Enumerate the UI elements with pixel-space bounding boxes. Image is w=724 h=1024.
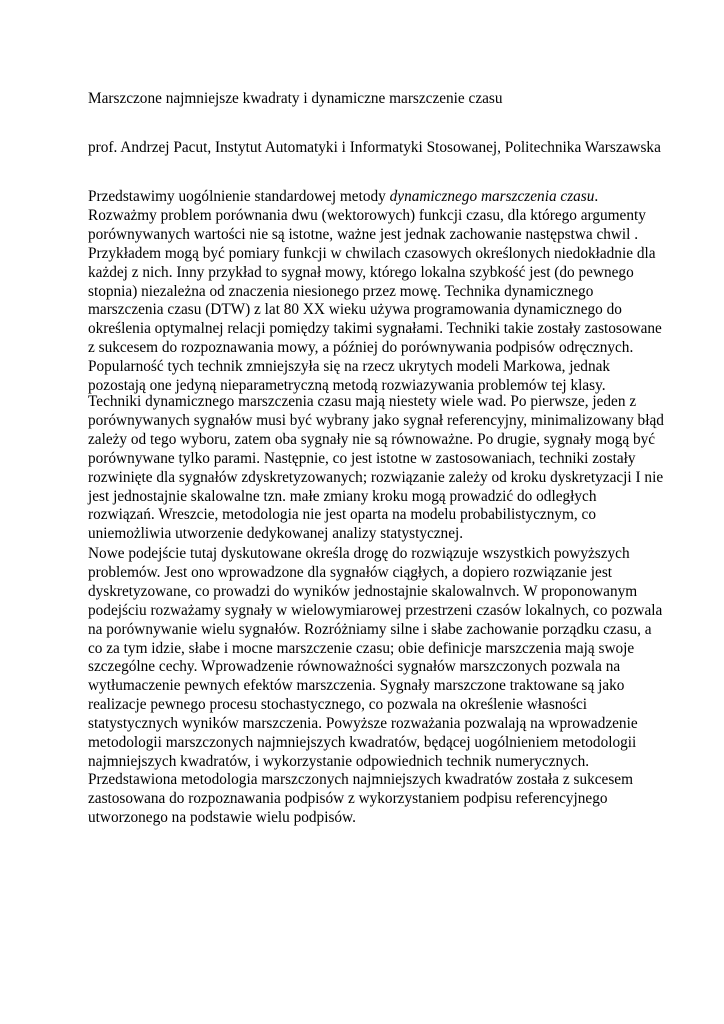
- paragraph-3: [88, 545, 662, 772]
- paragraph-line: porównywanych wartości nie są istotne, ważne jest jednak zachowanie następstwa chwil .: [88, 225, 639, 243]
- paragraph-line: rozwinięte dla sygnałów zdyskretyzowanych; rozwiązanie zależy od kroku dyskretyzacji I nie: [88, 468, 664, 486]
- paragraph-line: co za tym idzie, słabe i mocne marszczenie czasu; obie definicje marszczenia mają swoje: [88, 639, 635, 657]
- paragraph-line: zależy od tego wyboru, zatem oba sygnały nie są równoważne. Po drugie, sygnały mogą być: [88, 430, 656, 448]
- paragraph-line: Przykładem mogą być pomiary funkcji w chwilach czasowych określonych niedokładnie dla: [88, 244, 656, 262]
- paragraph-line: jest jednostajnie skalowalne tzn. małe zmiany kroku mogą prowadzić do odległych: [88, 487, 597, 505]
- emphasized-term: dynamicznego marszczenia czasu: [389, 188, 595, 205]
- paragraph-line: Nowe podejście tutaj dyskutowane określa drogę do rozwiązuje wszystkich powyższych: [88, 545, 630, 562]
- paragraph-line: porównywane tylko parami. Następnie, co jest istotne w zastosowaniach, techniki zostały: [88, 449, 636, 467]
- paragraph-line: Przedstawiona metodologia marszczonych najmniejszych kwadratów została z sukcesem: [88, 771, 633, 788]
- paragraph-line: uniemożliwia utworzenie dedykowanej analizy statystycznej.: [88, 525, 464, 543]
- paragraph-line: pozostają one jedyną nieparametryczną metodą rozwiazywania problemów tej klasy.: [88, 377, 606, 395]
- paragraph-line: określenia optymalnej relacji pomiędzy takimi sygnałami. Techniki takie zostały zastosowane: [88, 320, 662, 338]
- paragraph-line: statystycznych wyników marszczenia. Powyższe rozważania pozwalają na wprowadzenie: [88, 715, 638, 733]
- document-title: Marszczone najmniejsze kwadraty i dynamiczne marszczenie czasu: [88, 90, 503, 107]
- paragraph-line: dyskretyzowane, co prowadzi do wyników jednostajnie skalowalnvch. W proponowanym: [88, 582, 638, 600]
- paragraph-1: [88, 188, 662, 396]
- text-run: .: [594, 188, 599, 205]
- paragraph-line: wytłumaczenie pewnych efektów marszczenia. Sygnały marszczone traktowane są jako: [88, 677, 625, 695]
- paragraph-line: porównywanych sygnałów musi być wybrany jako sygnał referencyjny, minimalizowany błąd: [88, 411, 664, 429]
- paragraph-line: każdej z nich. Inny przykład to sygnał mowy, którego lokalna szybkość jest (do pewnego: [88, 263, 634, 281]
- paragraph-line: najmniejszych kwadratów, i wykorzystanie odpowiednich technik numerycznych.: [88, 752, 590, 770]
- paragraph-line: [88, 188, 662, 207]
- paragraph-line: zastosowana do rozpoznawania podpisów z wykorzystaniem podpisu referencyjnego: [88, 789, 608, 807]
- author-line: prof. Andrzej Pacut, Instytut Automatyki i Informatyki Stosowanej, Politechnika Warszawska: [88, 139, 661, 156]
- paragraph-line: Popularność tych technik zmniejszyła się na rzecz ukrytych modeli Markowa, jednak: [88, 358, 611, 376]
- paragraph-line: podejściu rozważamy sygnały w wielowymiarowej przestrzeni czasów lokalnych, co pozwala: [88, 601, 663, 619]
- paragraph-line: realizacje pewnego procesu stochastycznego, co pozwala na określenie własności: [88, 696, 588, 714]
- paragraph-line: marszczenia czasu (DTW) z lat 80 XX wieku używa programowania dynamicznego do: [88, 301, 622, 319]
- paragraph-line: z sukcesem do rozpoznawania mowy, a później do porównywania podpisów odręcznych.: [88, 339, 634, 357]
- paragraph-line: utworzonego na podstawie wielu podpisów.: [88, 808, 356, 826]
- paragraph-line: Techniki dynamicznego marszczenia czasu mają niestety wiele wad. Po pierwsze, jeden z: [88, 393, 637, 410]
- paragraph-line: problemów. Jest ono wprowadzone dla sygnałów ciągłych, a dopiero rozwiązanie jest: [88, 563, 613, 581]
- paragraph-line: Rozważmy problem porównania dwu (wektorowych) funkcji czasu, dla którego argumenty: [88, 206, 646, 224]
- paragraph-line: rozwiązań. Wreszcie, metodologia nie jest oparta na modelu probabilistycznym, co: [88, 506, 596, 524]
- paragraph-line: metodologii marszczonych najmniejszych kwadratów, będącej uogólnieniem metodologii: [88, 734, 637, 752]
- paragraph-line: szczególne cechy. Wprowadzenie równoważności sygnałów marszczonych pozwala na: [88, 658, 621, 676]
- paragraph-line: na porównywanie wielu sygnałów. Rozróżniamy silne i słabe zachowanie porządku czasu, a: [88, 620, 652, 638]
- text-run: Przedstawimy uogólnienie standardowej metody: [88, 188, 390, 205]
- paragraph-line: stopnia) niezależna od znaczenia niesionego przez mowę. Technika dynamicznego: [88, 282, 594, 300]
- paragraph-4: [88, 771, 633, 828]
- paragraph-2: [88, 393, 664, 544]
